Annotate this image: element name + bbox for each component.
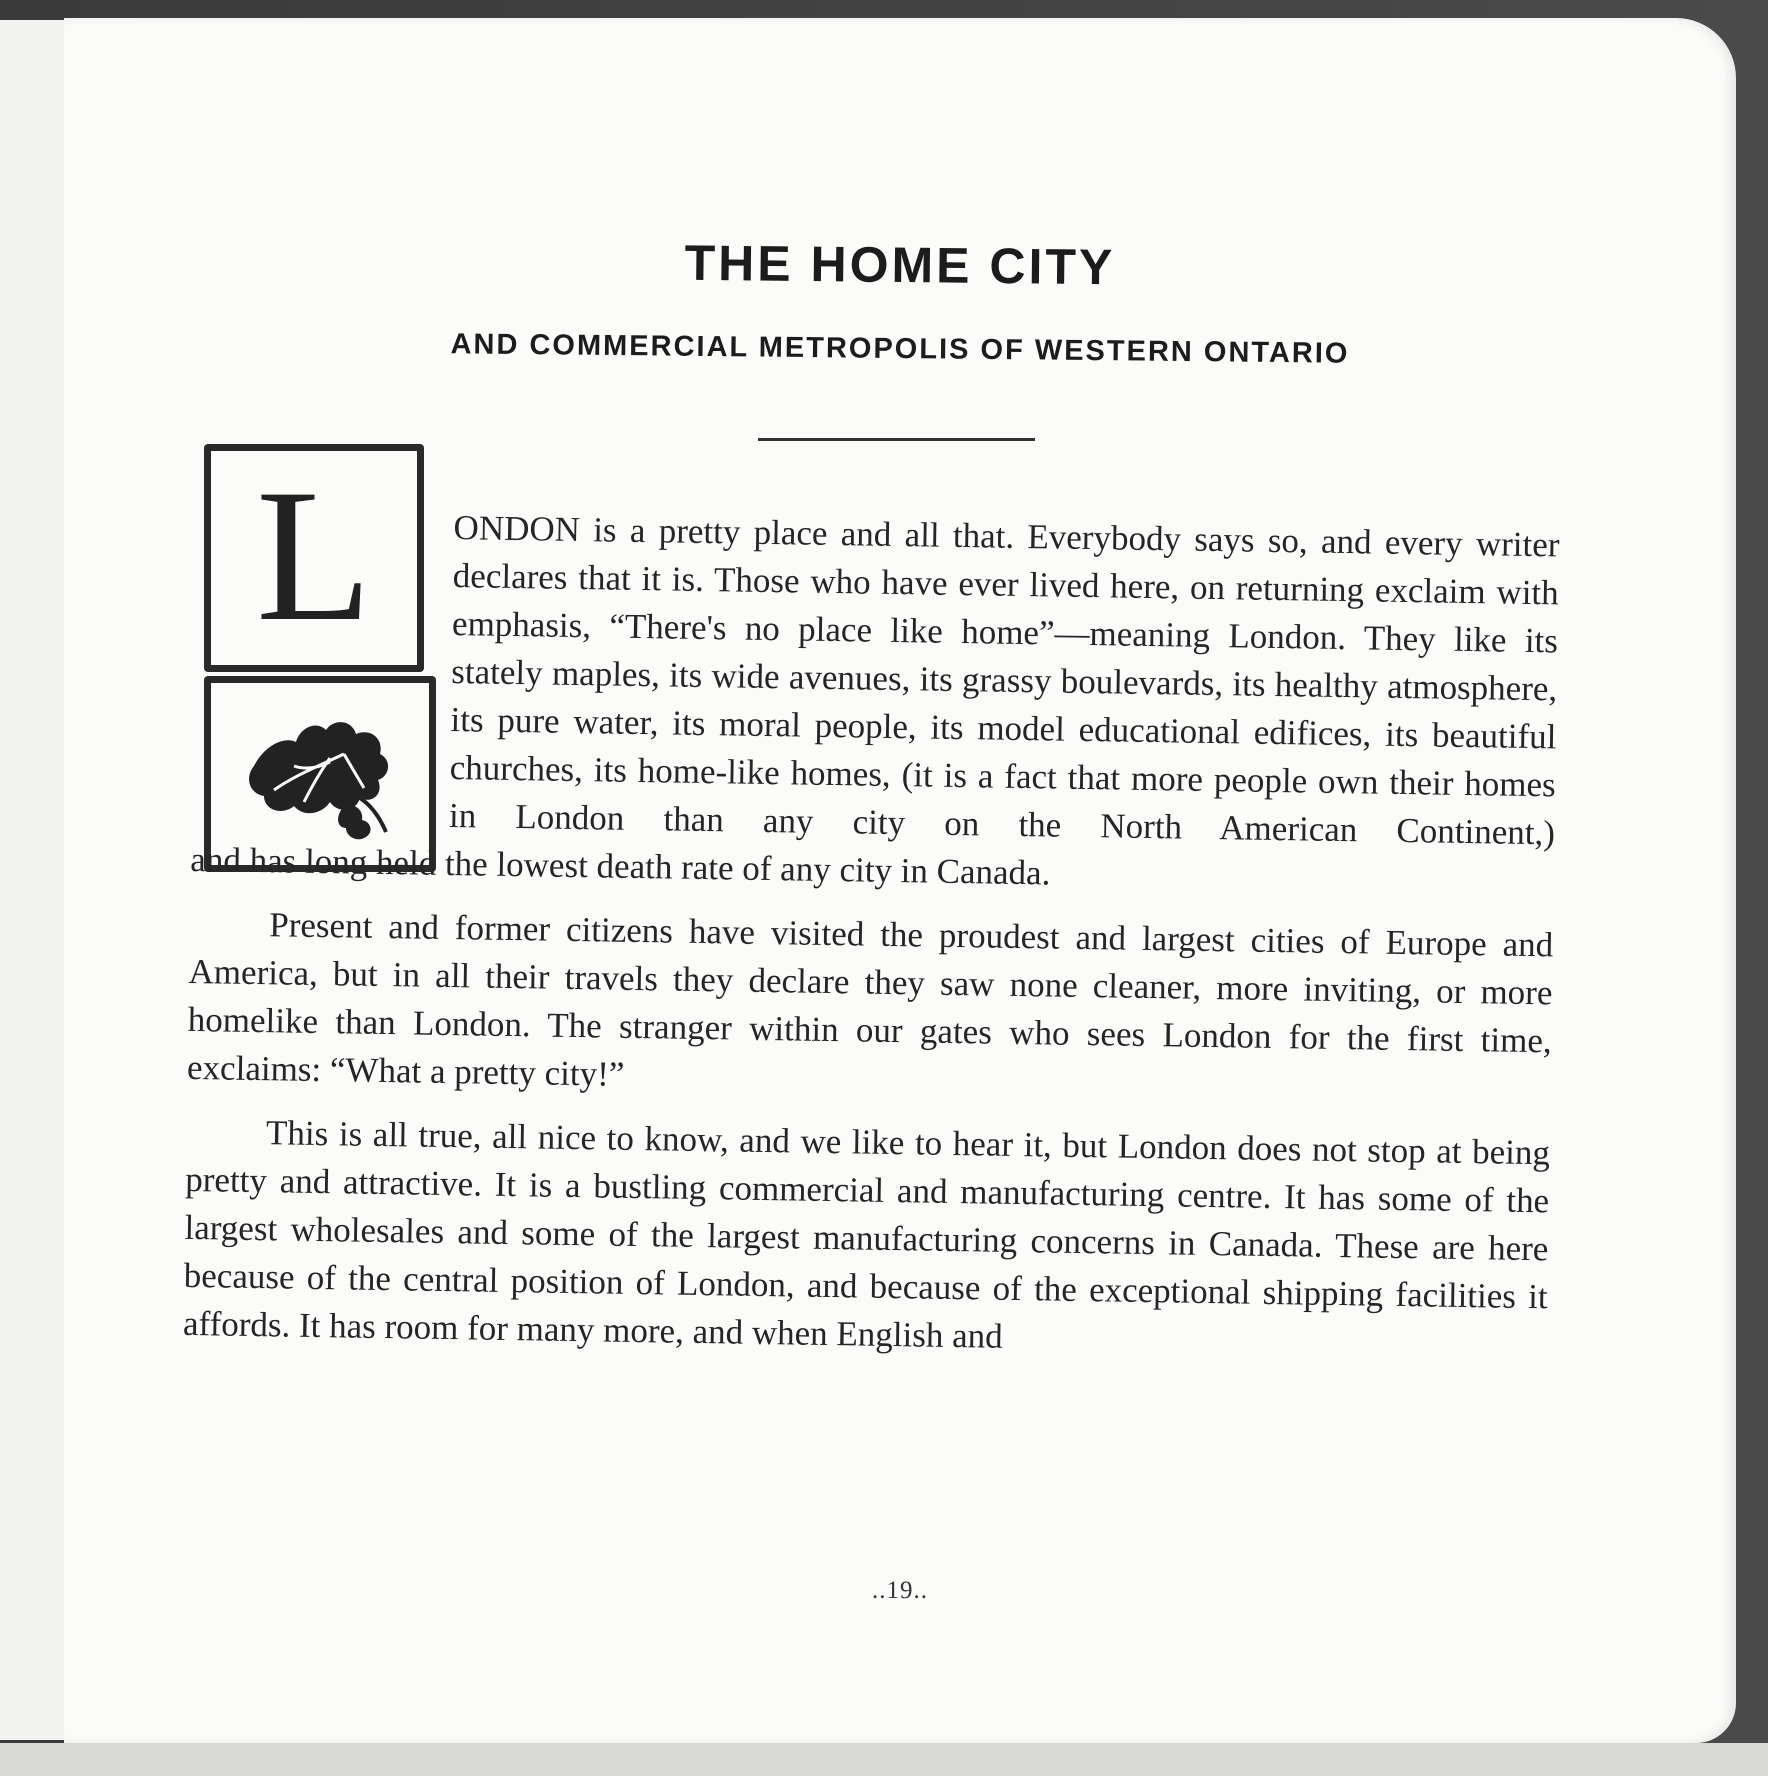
paragraph-1-indented: ONDON is a pretty place and all that. Everybody says so, and every writer declares that it is. Those who have ever lived here, on returning exclaim with emphasis, “There's no place like home”—meaning London. They like its stately maples, its wide avenues, its grassy boulevards, its healthy atmosphere, its pure water, its moral people, its model educational edifices, its beautiful churches, its home-like homes, (it is a fact that more people own their homes in London than any city on the North American Continent,) bbox=[448, 508, 1560, 853]
page-subtitle: AND COMMERCIAL METROPOLIS OF WESTERN ONTARIO bbox=[450, 328, 1350, 370]
scan-bottom-edge bbox=[0, 1743, 1768, 1776]
title-divider bbox=[758, 438, 1035, 441]
facing-page-edge bbox=[0, 20, 67, 1740]
article-body bbox=[183, 500, 1560, 1369]
paragraph-3: This is all true, all nice to know, and we like to hear it, but London does not stop at being pretty and attractive. It is a bustling commercial and manufacturing centre. It has some of the largest wholesales and some of the largest manufacturing concerns in Canada. These are here because of the central position of London, and because of the exceptional shipping facilities it affords. It has room for many more, and when English and bbox=[182, 1113, 1551, 1356]
page-number: ..19.. bbox=[872, 1577, 928, 1604]
paragraph-1-continuation: and has long held the lowest death rate of any city in Canada. bbox=[190, 839, 1051, 893]
drop-cap-letter: L bbox=[255, 451, 373, 661]
page-title: THE HOME CITY bbox=[684, 234, 1116, 296]
paragraph-2: Present and former citizens have visited the proudest and largest cities of Europe and America, but in all their travels they declare they saw none cleaner, more inviting, or more homelike than London. The stranger within our gates who sees London for the first time, exclaims: “What a pretty city!” bbox=[186, 905, 1554, 1094]
